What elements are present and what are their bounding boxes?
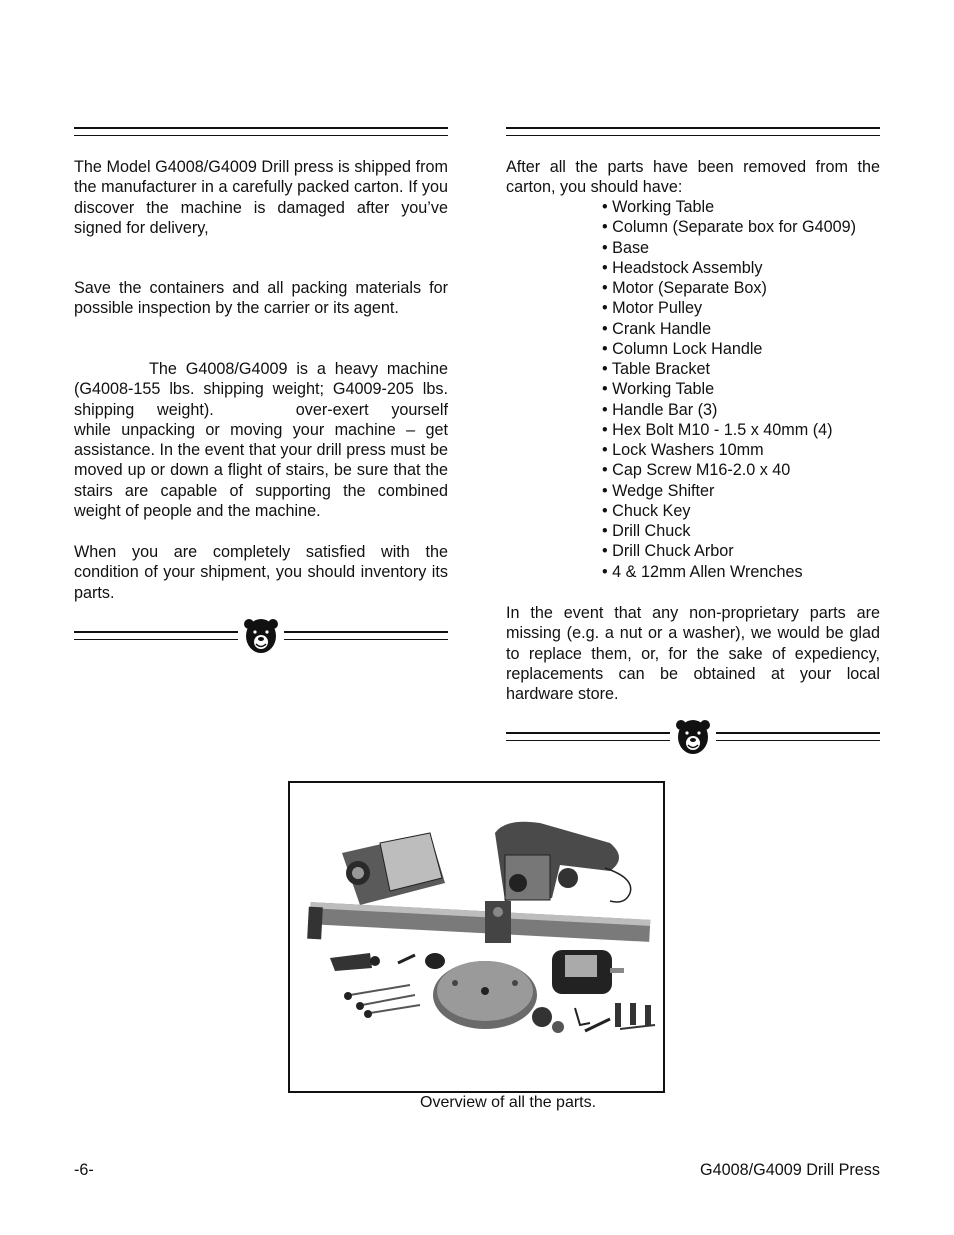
shipping-paragraph: The Model G4008/G4009 Drill press is shipped from the manufacturer in a carefully packed carton. If you discover the machine is damaged after you’ve signed for delivery,: [74, 158, 448, 237]
list-item: • Working Table: [602, 380, 715, 399]
manual-title: G4008/G4009 Drill Press: [700, 1161, 880, 1179]
list-item: • Cap Screw M16-2.0 x 40: [602, 461, 791, 480]
left-section-divider: [74, 617, 448, 653]
page-number: -6-: [74, 1161, 94, 1179]
save-containers-paragraph: Save the containers and all packing materials for possible inspection by the carrier or its agent.: [74, 279, 448, 318]
parts-overview-photo: [288, 781, 665, 1093]
list-item: • Hex Bolt M10 - 1.5 x 40mm (4): [602, 420, 833, 439]
headstock-part: [495, 822, 631, 902]
list-item: • Wedge Shifter: [602, 481, 715, 500]
list-item: • Column (Separate box for G4009): [602, 218, 857, 237]
working-table-part: [342, 833, 445, 905]
figure-caption: Overview of all the parts.: [420, 1094, 597, 1111]
parts-list: [602, 197, 856, 582]
right-heading-rule: [506, 127, 880, 136]
list-item: • 4 & 12mm Allen Wrenches: [602, 562, 803, 581]
bear-logo-icon: [674, 718, 712, 756]
list-item: • Motor Pulley: [602, 299, 703, 318]
list-item: • Motor (Separate Box): [602, 279, 767, 297]
heavy-machine-text: The G4008/G4009 is a heavy machine (G4008-155 lbs. shipping weight; G4009-205 lbs. shipping weight).: [74, 360, 448, 419]
heavy-machine-paragraph-start: [74, 359, 448, 521]
left-heading-rule: [74, 127, 448, 136]
divider-line-left: [506, 732, 670, 741]
bear-logo-icon: [242, 617, 280, 655]
list-item: • Handle Bar (3): [602, 400, 718, 419]
over-exert-text: over-exert yourself while unpacking or moving your machine – get assistance. In the event that your drill press must be moved up or down a flight of stairs, be sure that the stairs are capable of supporting the combined weight of people and the machine.: [74, 400, 448, 521]
list-item: • Table Bracket: [602, 360, 710, 378]
list-item: • Working Table: [602, 198, 715, 216]
missing-parts-paragraph: In the event that any non-proprietary parts are missing (e.g. a nut or a washer), we would be glad to replace them, or, for the sake of expediency, replacements can be obtained at your local hardware store.: [506, 604, 880, 704]
inventory-paragraph: When you are completely satisfied with the condition of your shipment, you should inventory its parts.: [74, 543, 448, 602]
parts-photo-illustration: [290, 783, 663, 1091]
list-item: • Drill Chuck: [602, 522, 691, 540]
base-part: [433, 961, 537, 1029]
list-item: • Lock Washers 10mm: [602, 441, 764, 459]
divider-line-right: [716, 732, 880, 741]
column-part: [307, 901, 650, 943]
right-section-divider: [506, 718, 880, 754]
divider-line-left: [74, 631, 238, 640]
list-item: • Column Lock Handle: [602, 339, 763, 358]
list-item: • Crank Handle: [602, 319, 712, 338]
list-item: • Headstock Assembly: [602, 258, 763, 277]
motor-part: [552, 950, 624, 994]
list-item: • Chuck Key: [602, 501, 691, 520]
parts-intro: After all the parts have been removed from the carton, you should have:: [506, 158, 880, 197]
list-item: • Drill Chuck Arbor: [602, 542, 734, 561]
divider-line-right: [284, 631, 448, 640]
list-item: • Base: [602, 238, 650, 257]
